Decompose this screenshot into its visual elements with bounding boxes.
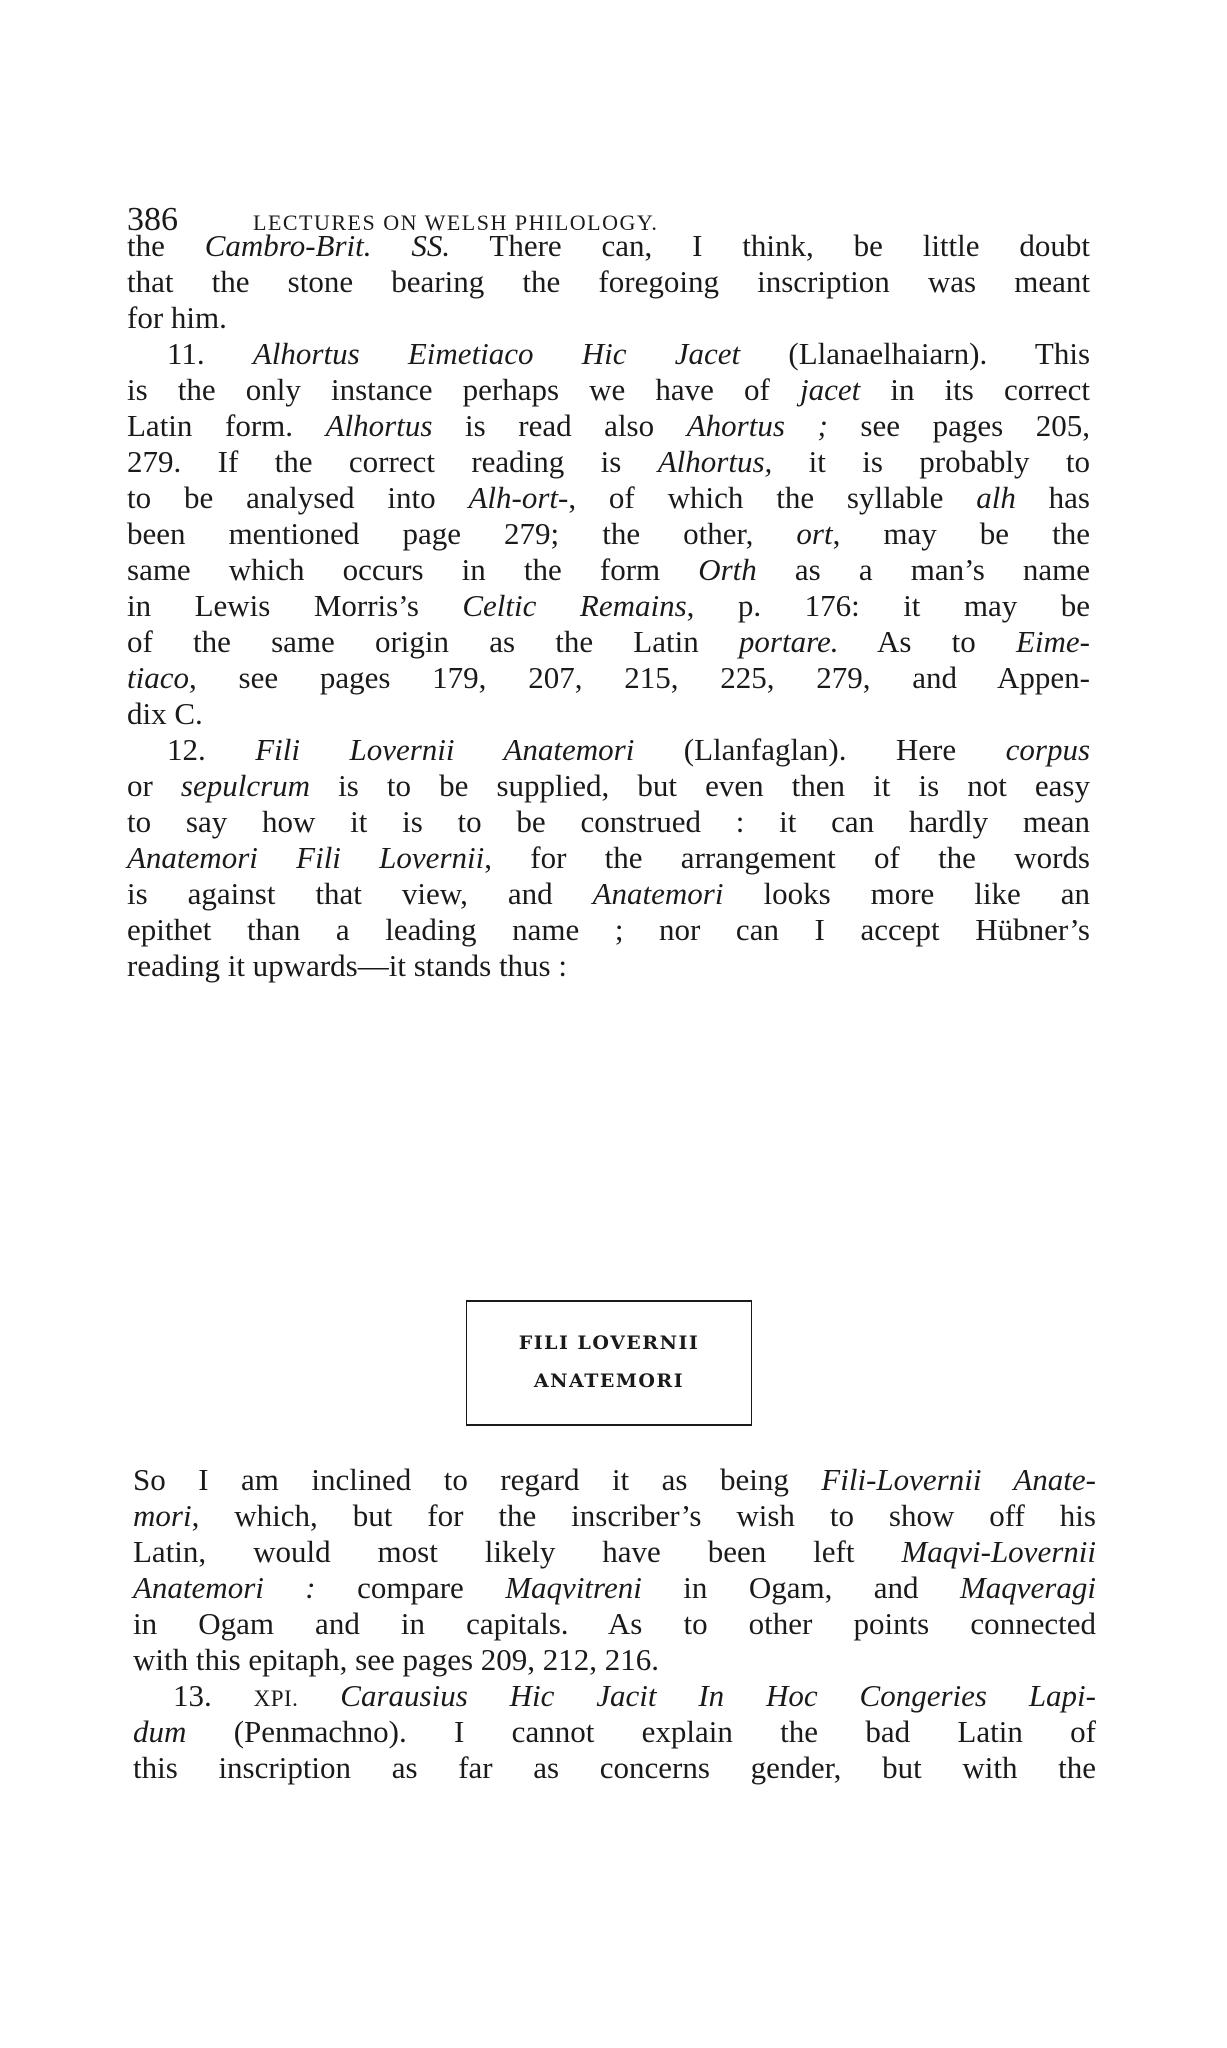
text-line bbox=[167, 336, 1090, 372]
text-run: reading it upwards—it stands thus : bbox=[127, 948, 567, 983]
text-line bbox=[127, 516, 1090, 552]
text-run: same which occurs in the form bbox=[127, 552, 699, 587]
text-line bbox=[127, 264, 1090, 300]
text-line bbox=[127, 480, 1090, 516]
italic-text: Anatemori Fili Lovernii bbox=[127, 840, 485, 875]
text-run: that the stone bearing the foregoing inscription was meant bbox=[127, 264, 1090, 299]
text-run: There can, I think, be little doubt bbox=[450, 228, 1090, 263]
text-run: 11. bbox=[167, 336, 253, 371]
text-run: is read also bbox=[432, 408, 687, 443]
text-run: is the only instance perhaps we have of bbox=[127, 372, 800, 407]
text-run: Latin form. bbox=[127, 408, 326, 443]
text-run: of the same origin as the Latin bbox=[127, 624, 739, 659]
text-run: in Ogam, and bbox=[641, 1570, 960, 1605]
italic-text: corpus bbox=[1005, 732, 1091, 767]
text-line bbox=[133, 1750, 1096, 1786]
italic-text: Anatemori bbox=[592, 876, 724, 911]
text-run: it is probably to bbox=[772, 444, 1090, 479]
italic-text: portare. bbox=[738, 624, 839, 659]
italic-text: dum bbox=[133, 1714, 187, 1749]
text-run: looks more like an bbox=[723, 876, 1090, 911]
italic-text: Celtic Remains bbox=[462, 588, 687, 623]
text-run: XPI. bbox=[253, 1686, 299, 1711]
text-run: (Penmachno). I cannot explain the bad Latin of bbox=[186, 1714, 1096, 1749]
italic-text: Alhortus bbox=[325, 408, 433, 443]
italic-text: Cambro-Brit. SS. bbox=[204, 228, 451, 263]
page-number: 386 bbox=[127, 201, 178, 238]
text-line bbox=[133, 1462, 1096, 1498]
text-line bbox=[127, 696, 1090, 732]
text-run: Latin, would most likely have been left bbox=[133, 1534, 902, 1569]
text-run: (Llanaelhaiarn). This bbox=[740, 336, 1091, 371]
italic-text: Alhortus Eimetiaco Hic Jacet bbox=[252, 336, 741, 371]
text-run: has bbox=[1015, 480, 1090, 515]
text-line bbox=[133, 1642, 1096, 1678]
text-line bbox=[127, 372, 1090, 408]
text-run: As to bbox=[838, 624, 1016, 659]
text-run: is to be supplied, but even then it is not easy bbox=[310, 768, 1091, 803]
italic-text: tiaco bbox=[127, 660, 189, 695]
text-run: to be analysed into bbox=[127, 480, 469, 515]
text-line bbox=[127, 588, 1090, 624]
text-line bbox=[127, 624, 1090, 660]
text-run: , p. 176: it may be bbox=[686, 588, 1091, 623]
text-line bbox=[127, 408, 1090, 444]
text-run: , may be the bbox=[832, 516, 1090, 551]
text-run: for him. bbox=[127, 300, 227, 335]
text-run: (Llanfaglan). Here bbox=[634, 732, 1006, 767]
text-run: this inscription as far as concerns gender, but with the bbox=[133, 1750, 1096, 1785]
text-run: with this epitaph, see pages 209, 212, 216. bbox=[133, 1642, 660, 1677]
italic-text: Maqvi-Lovernii bbox=[901, 1534, 1096, 1569]
text-line bbox=[133, 1570, 1096, 1606]
italic-text: Carausius Hic Jacit In Hoc Congeries Lapi- bbox=[340, 1678, 1096, 1713]
text-line bbox=[133, 1534, 1096, 1570]
text-run: compare bbox=[315, 1570, 506, 1605]
inscription-line-2: ANATEMORI bbox=[533, 1370, 685, 1392]
text-run: 13. bbox=[173, 1678, 254, 1713]
text-line bbox=[127, 876, 1090, 912]
italic-text: Alhortus, bbox=[657, 444, 773, 479]
inscription-line-1: FILI LOVERNII bbox=[518, 1332, 700, 1354]
italic-text: Fili Lovernii Anatemori bbox=[255, 732, 635, 767]
text-line bbox=[133, 1606, 1096, 1642]
text-run: the bbox=[127, 228, 205, 263]
text-run: 279. If the correct reading is bbox=[127, 444, 658, 479]
text-run: in its correct bbox=[860, 372, 1090, 407]
text-line bbox=[127, 840, 1090, 876]
text-line bbox=[133, 1498, 1096, 1534]
italic-text: Eime- bbox=[1015, 624, 1090, 659]
italic-text: sepulcrum bbox=[180, 768, 311, 803]
italic-text: Anatemori : bbox=[133, 1570, 316, 1605]
text-line bbox=[127, 300, 1090, 336]
text-run bbox=[298, 1678, 340, 1713]
text-run: to say how it is to be construed : it can hardly mean bbox=[127, 804, 1090, 839]
italic-text: Maqveragi bbox=[959, 1570, 1096, 1605]
italic-text: alh bbox=[976, 480, 1016, 515]
text-line bbox=[133, 1714, 1096, 1750]
running-title: LECTURES ON WELSH PHILOLOGY. bbox=[253, 210, 659, 235]
italic-text: Maqvitreni bbox=[505, 1570, 642, 1605]
text-run: dix C. bbox=[127, 696, 203, 731]
text-line bbox=[167, 732, 1090, 768]
text-line bbox=[127, 948, 1090, 984]
inscription-box bbox=[466, 1300, 752, 1426]
italic-text: jacet bbox=[799, 372, 861, 407]
text-line bbox=[127, 912, 1090, 948]
italic-text: ort bbox=[796, 516, 833, 551]
text-run: in Lewis Morris’s bbox=[127, 588, 463, 623]
text-run: or bbox=[127, 768, 181, 803]
text-line bbox=[127, 804, 1090, 840]
text-run: , which, but for the inscriber’s wish to show off his bbox=[191, 1498, 1096, 1533]
text-run: in Ogam and in capitals. As to other points connected bbox=[133, 1606, 1096, 1641]
text-run: epithet than a leading name ; nor can I accept Hübner’s bbox=[127, 912, 1090, 947]
text-line bbox=[173, 1678, 1096, 1714]
text-run: as a man’s name bbox=[756, 552, 1090, 587]
text-line bbox=[127, 444, 1090, 480]
text-line bbox=[127, 768, 1090, 804]
text-line bbox=[127, 228, 1090, 264]
text-run: 12. bbox=[167, 732, 256, 767]
italic-text: Ahortus ; bbox=[686, 408, 828, 443]
text-run: , of which the syllable bbox=[568, 480, 977, 515]
text-run: , see pages 179, 207, 215, 225, 279, and Appen- bbox=[189, 660, 1090, 695]
italic-text: mori bbox=[133, 1498, 192, 1533]
text-run: So I am inclined to regard it as being bbox=[133, 1462, 822, 1497]
text-run: been mentioned page 279; the other, bbox=[127, 516, 797, 551]
text-run: is against that view, and bbox=[127, 876, 593, 911]
text-run: , for the arrangement of the words bbox=[484, 840, 1090, 875]
text-line bbox=[127, 552, 1090, 588]
text-line bbox=[127, 660, 1090, 696]
text-run: see pages 205, bbox=[827, 408, 1090, 443]
italic-text: Fili-Lovernii Anate- bbox=[821, 1462, 1096, 1497]
italic-text: Alh-ort- bbox=[468, 480, 569, 515]
italic-text: Orth bbox=[698, 552, 757, 587]
